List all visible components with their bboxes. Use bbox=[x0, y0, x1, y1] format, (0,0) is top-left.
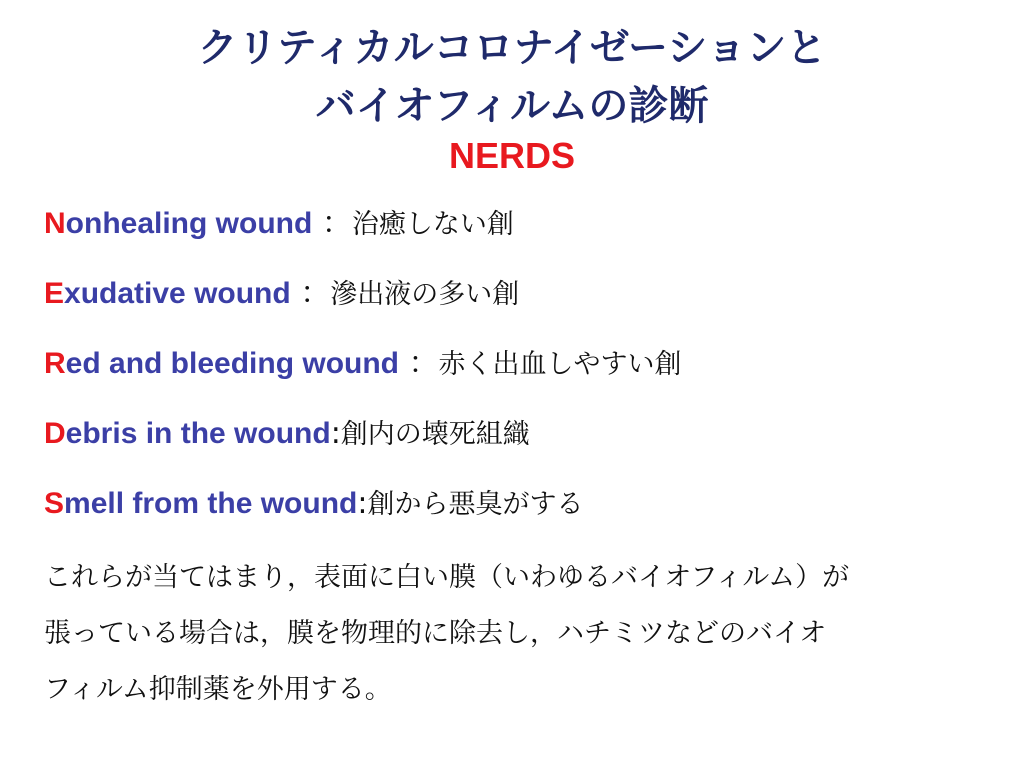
item-separator: ： bbox=[408, 346, 439, 381]
item-description: 赤く出血しやすい創 bbox=[438, 349, 682, 380]
body-text-line-3: フィルム抑制薬を外用する。 bbox=[44, 674, 392, 705]
item-initial: R bbox=[44, 347, 66, 380]
body-text-line-1: これらが当てはまり，表面に白い膜（いわゆるバイオフィルム）が bbox=[44, 562, 850, 593]
item-separator: : bbox=[330, 416, 341, 451]
slide-title-line-2: バイオフィルムの診断 bbox=[315, 83, 709, 129]
item-separator: : bbox=[357, 486, 368, 521]
nerds-item-e bbox=[44, 276, 519, 313]
item-description: 滲出液の多い創 bbox=[330, 279, 520, 310]
item-separator: ： bbox=[321, 206, 352, 241]
item-initial: N bbox=[44, 207, 66, 240]
slide-title-line-1: クリティカルコロナイゼーションと bbox=[197, 25, 827, 71]
item-term: mell from the wound bbox=[64, 487, 358, 520]
item-separator: ： bbox=[300, 276, 331, 311]
item-term: ebris in the wound bbox=[65, 417, 331, 450]
nerds-item-s bbox=[44, 486, 583, 523]
item-initial: D bbox=[44, 417, 66, 450]
item-initial: S bbox=[44, 487, 65, 520]
nerds-item-n bbox=[44, 206, 514, 243]
nerds-item-d bbox=[44, 416, 530, 453]
nerds-item-r bbox=[44, 346, 682, 383]
item-term: ed and bleeding wound bbox=[65, 347, 399, 380]
item-initial: E bbox=[44, 277, 65, 310]
item-description: 治癒しない創 bbox=[351, 209, 514, 240]
item-description: 創内の壊死組織 bbox=[340, 419, 530, 450]
body-text-line-2: 張っている場合は，膜を物理的に除去し，ハチミツなどのバイオ bbox=[44, 618, 827, 649]
item-term: xudative wound bbox=[64, 277, 291, 310]
item-description: 創から悪臭がする bbox=[367, 489, 584, 520]
acronym-heading: NERDS bbox=[448, 135, 576, 176]
item-term: onhealing wound bbox=[65, 207, 313, 240]
